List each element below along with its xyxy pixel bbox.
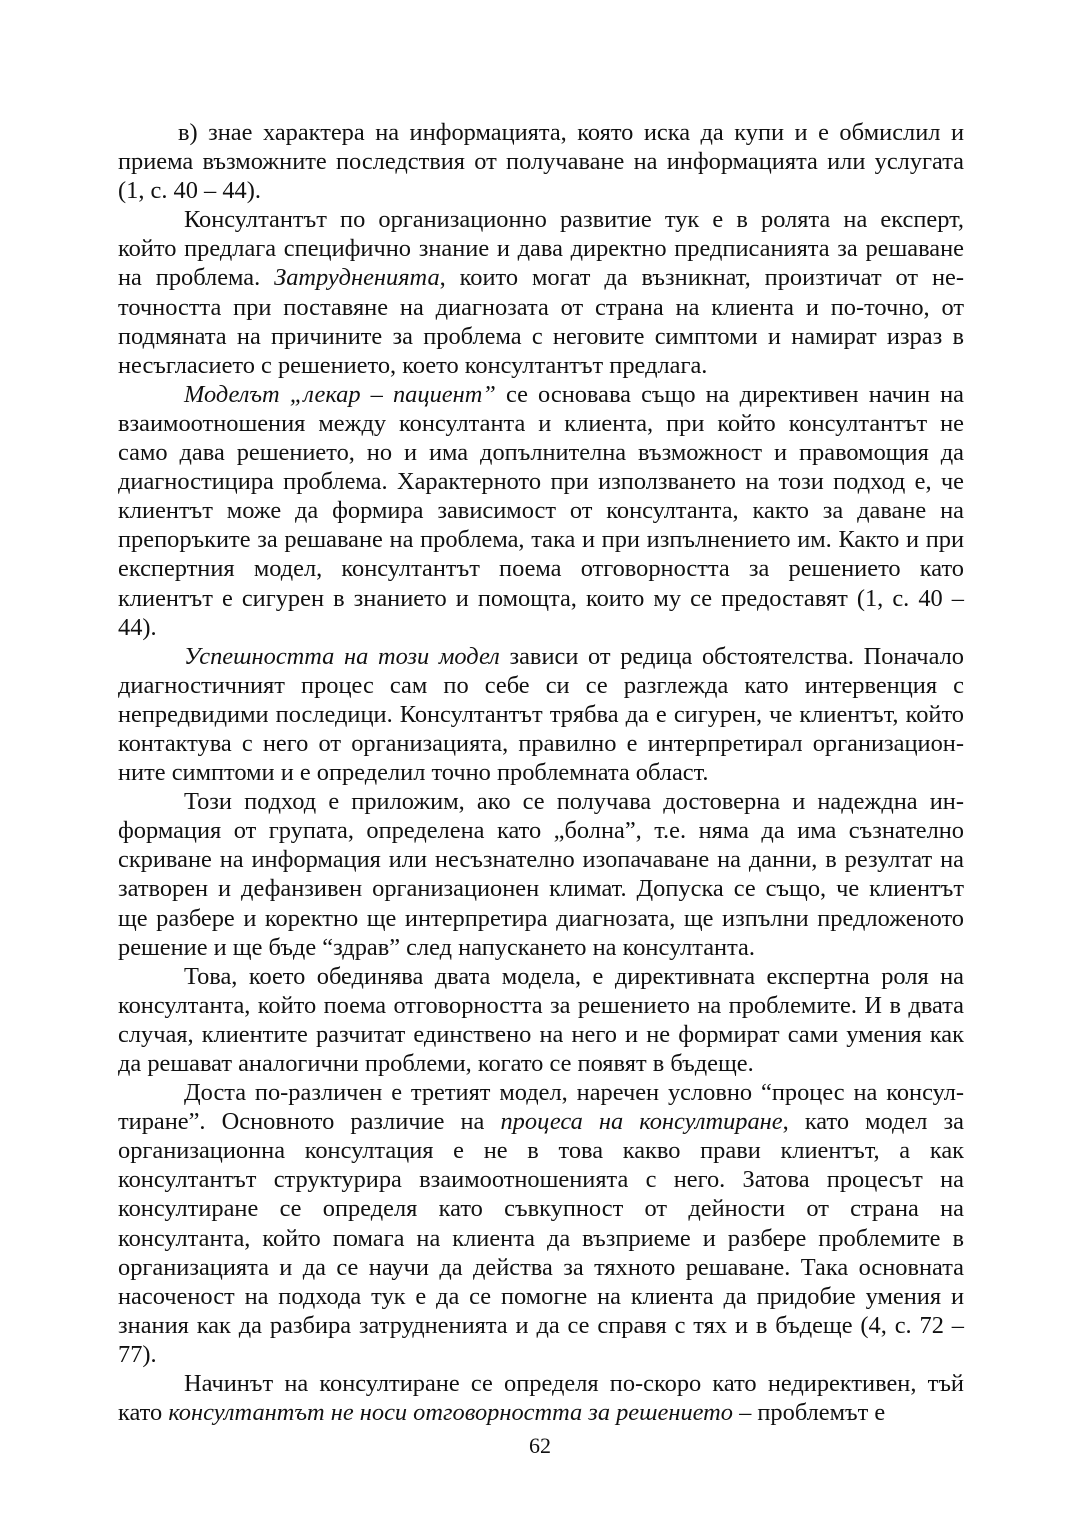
emphasis-text: Затрудненията [274,264,440,292]
emphasis-text: консултантът не носи отговорността за решението [168,1399,733,1427]
text-run: Доста по-различен е третият модел, наречен условно “процес на консултиране”. Основното различие на [118,1079,964,1136]
emphasis-text: Успешността на този модел [184,642,500,670]
paragraph [118,787,964,962]
emphasis-text: Моделът „лекар – пациент” [184,380,496,408]
paragraph [118,1369,964,1427]
text-run: Консултантът по организационно развитие тук е в ролята на експерт, който предлага специфично знание и дава директно предписанията за решаване на проблема. [118,206,964,292]
text-run: , които могат да възникнат, произтичат от неточността при поставяне на диагнозата от страна на клиента и по-точно, от подмяната на причините за проблема с неговите симптоми и намират израз в несъгласието с решението, което консултантът предлага. [118,264,964,379]
text-run: Това, което обединява двата модела, е директивната експертна роля на консултанта, който поема отговорността за решението на проблемите. И в двата случая, клиентите разчитат единствено на него и не формират сами умения как да решават аналогични проблеми, когато се появят в бъдеще. [118,962,964,1077]
page-number: 62 [529,1433,551,1458]
emphasis-text: процеса на консултиране [500,1108,783,1136]
paragraph [118,205,964,380]
text-run: се основава също на директивен начин на взаимоотношения между консултанта и клиента, при който консултантът не само дава решението, но и има допълнителна възможност и правомощия да диагностицира проблема. Характерното при използването на този подход е, че клиентът може да формира зависимост от консултанта, както за даване на препоръките за решаване на проблема, така и при изпълнението им. Както и при експертния модел, консултантът поема отговорността за решението като клиентът е сигурен в знанието и помощта, които му се предоставят (1, с. 40 – 44). [118,380,964,641]
text-run: Този подход е приложим, ако се получава достоверна и надеждна информация от групата, определена като „болна”, т.е. няма да има съзнателно скриване на информация или несъзнателно изопачаване на данни, в резултат на затворен и дефанзивен организационен климат. Допуска се също, че клиентът ще разбере и коректно ще интерпретира диагнозата, ще изпълни предложеното решение и ще бъде “здрав” след напускането на консултанта. [118,788,964,961]
text-run: Начинът на консултиране се определя по-скоро като недирективен, тъй като [118,1370,964,1427]
paragraph [118,380,964,642]
page-body [118,118,964,1427]
text-run: , като модел за организационна консултация е не в това какво прави клиентът, а как консултантът структурира взаимоотношенията с него. Затова процесът на консултиране се определя като съвкупност от дейности от страна на консултанта, който помага на клиента да възприеме и разбере проблемите в организацията и да се научи да действа за тяхното решаване. Така основната насоченост на подхода тук е да се помогне на клиента да придобие умения и знания как да разбира затрудненията и да се справя с тях и в бъдеще (4, с. 72 – 77). [118,1108,965,1368]
paragraph [118,118,964,205]
text-run: – проблемът е [732,1399,886,1427]
paragraph [118,642,964,787]
paragraph [118,1078,964,1369]
text-run: в) знае характера на информацията, която иска да купи и е обмислил и приема възможните последствия от получаване на информацията или услугата (1, с. 40 – 44). [118,119,964,205]
paragraph [118,962,964,1078]
text-run: зависи от редица обстоятелства. Поначало диагностичният процес сам по себе си се разглежда като интервенция с непредвидими последици. Консултантът трябва да е сигурен, че клиентът, който контактува с него от организацията, правилно е интерпретирал организационните симптоми и е определил точно проблемната област. [118,642,964,787]
